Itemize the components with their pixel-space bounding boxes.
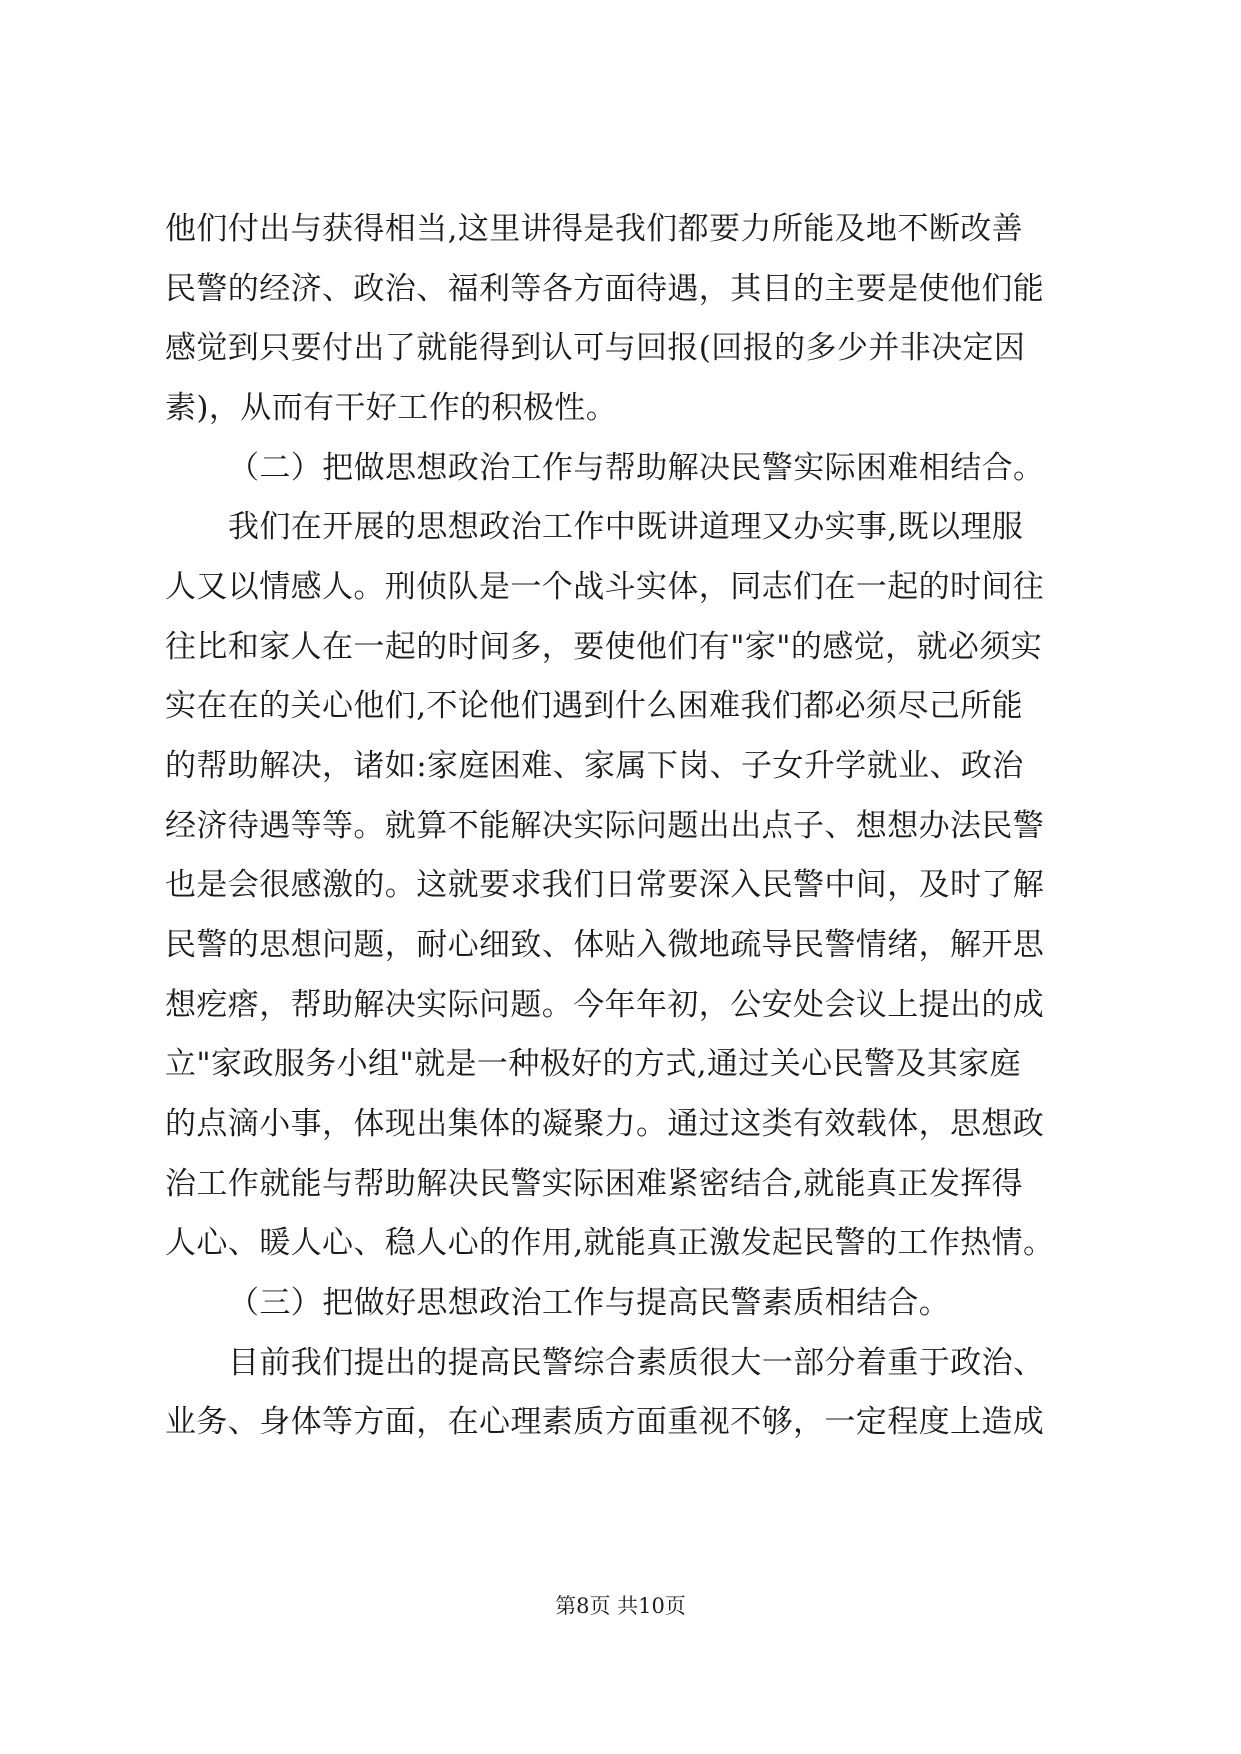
body-text-line: 民警的经济、政治、福利等各方面待遇，其目的主要是使他们能	[165, 271, 1045, 307]
body-text-line: 立"家政服务小组"就是一种极好的方式,通过关心民警及其家庭	[165, 1046, 1021, 1082]
body-text-line: 人又以情感人。刑侦队是一个战斗实体，同志们在一起的时间往	[165, 569, 1045, 605]
section-heading: （二）把做思想政治工作与帮助解决民警实际困难相结合。	[228, 450, 1045, 486]
body-text-line: 人心、暖人心、稳人心的作用,就能真正激发起民警的工作热情。	[165, 1225, 1055, 1261]
body-text-line: 他们付出与获得相当,这里讲得是我们都要力所能及地不断改善	[165, 211, 1024, 247]
body-text-line: 实在在的关心他们,不论他们遇到什么困难我们都必须尽己所能	[165, 688, 1024, 724]
section-heading: （三）把做好思想政治工作与提高民警素质相结合。	[228, 1285, 951, 1321]
body-text-line: 业务、身体等方面，在心理素质方面重视不够，一定程度上造成	[165, 1404, 1045, 1440]
body-text-line: 素)，从而有干好工作的积极性。	[165, 390, 618, 426]
body-text-line: 往比和家人在一起的时间多，要使他们有"家"的感觉，就必须实	[165, 629, 1043, 665]
body-text-line: 经济待遇等等。就算不能解决实际问题出出点子、想想办法民警	[165, 808, 1045, 844]
paragraph-first-line: 目前我们提出的提高民警综合素质很大一部分着重于政治、	[228, 1345, 1045, 1381]
body-text-line: 民警的思想问题，耐心细致、体贴入微地疏导民警情绪，解开思	[165, 927, 1045, 963]
body-text-line: 感觉到只要付出了就能得到认可与回报(回报的多少并非决定因	[165, 330, 1026, 366]
body-text-line: 的帮助解决，诸如:家庭困难、家属下岗、子女升学就业、政治	[165, 748, 1024, 784]
body-text-line: 的点滴小事，体现出集体的凝聚力。通过这类有效载体，思想政	[165, 1106, 1045, 1142]
paragraph-first-line: 我们在开展的思想政治工作中既讲道理又办实事,既以理服	[228, 509, 1024, 545]
page-number-footer: 第8页 共10页	[555, 1594, 686, 1618]
body-text-line: 想疙瘩，帮助解决实际问题。今年年初，公安处会议上提出的成	[165, 987, 1045, 1023]
body-text-line: 也是会很感激的。这就要求我们日常要深入民警中间，及时了解	[165, 867, 1045, 903]
body-text-line: 治工作就能与帮助解决民警实际困难紧密结合,就能真正发挥得	[165, 1166, 1024, 1202]
